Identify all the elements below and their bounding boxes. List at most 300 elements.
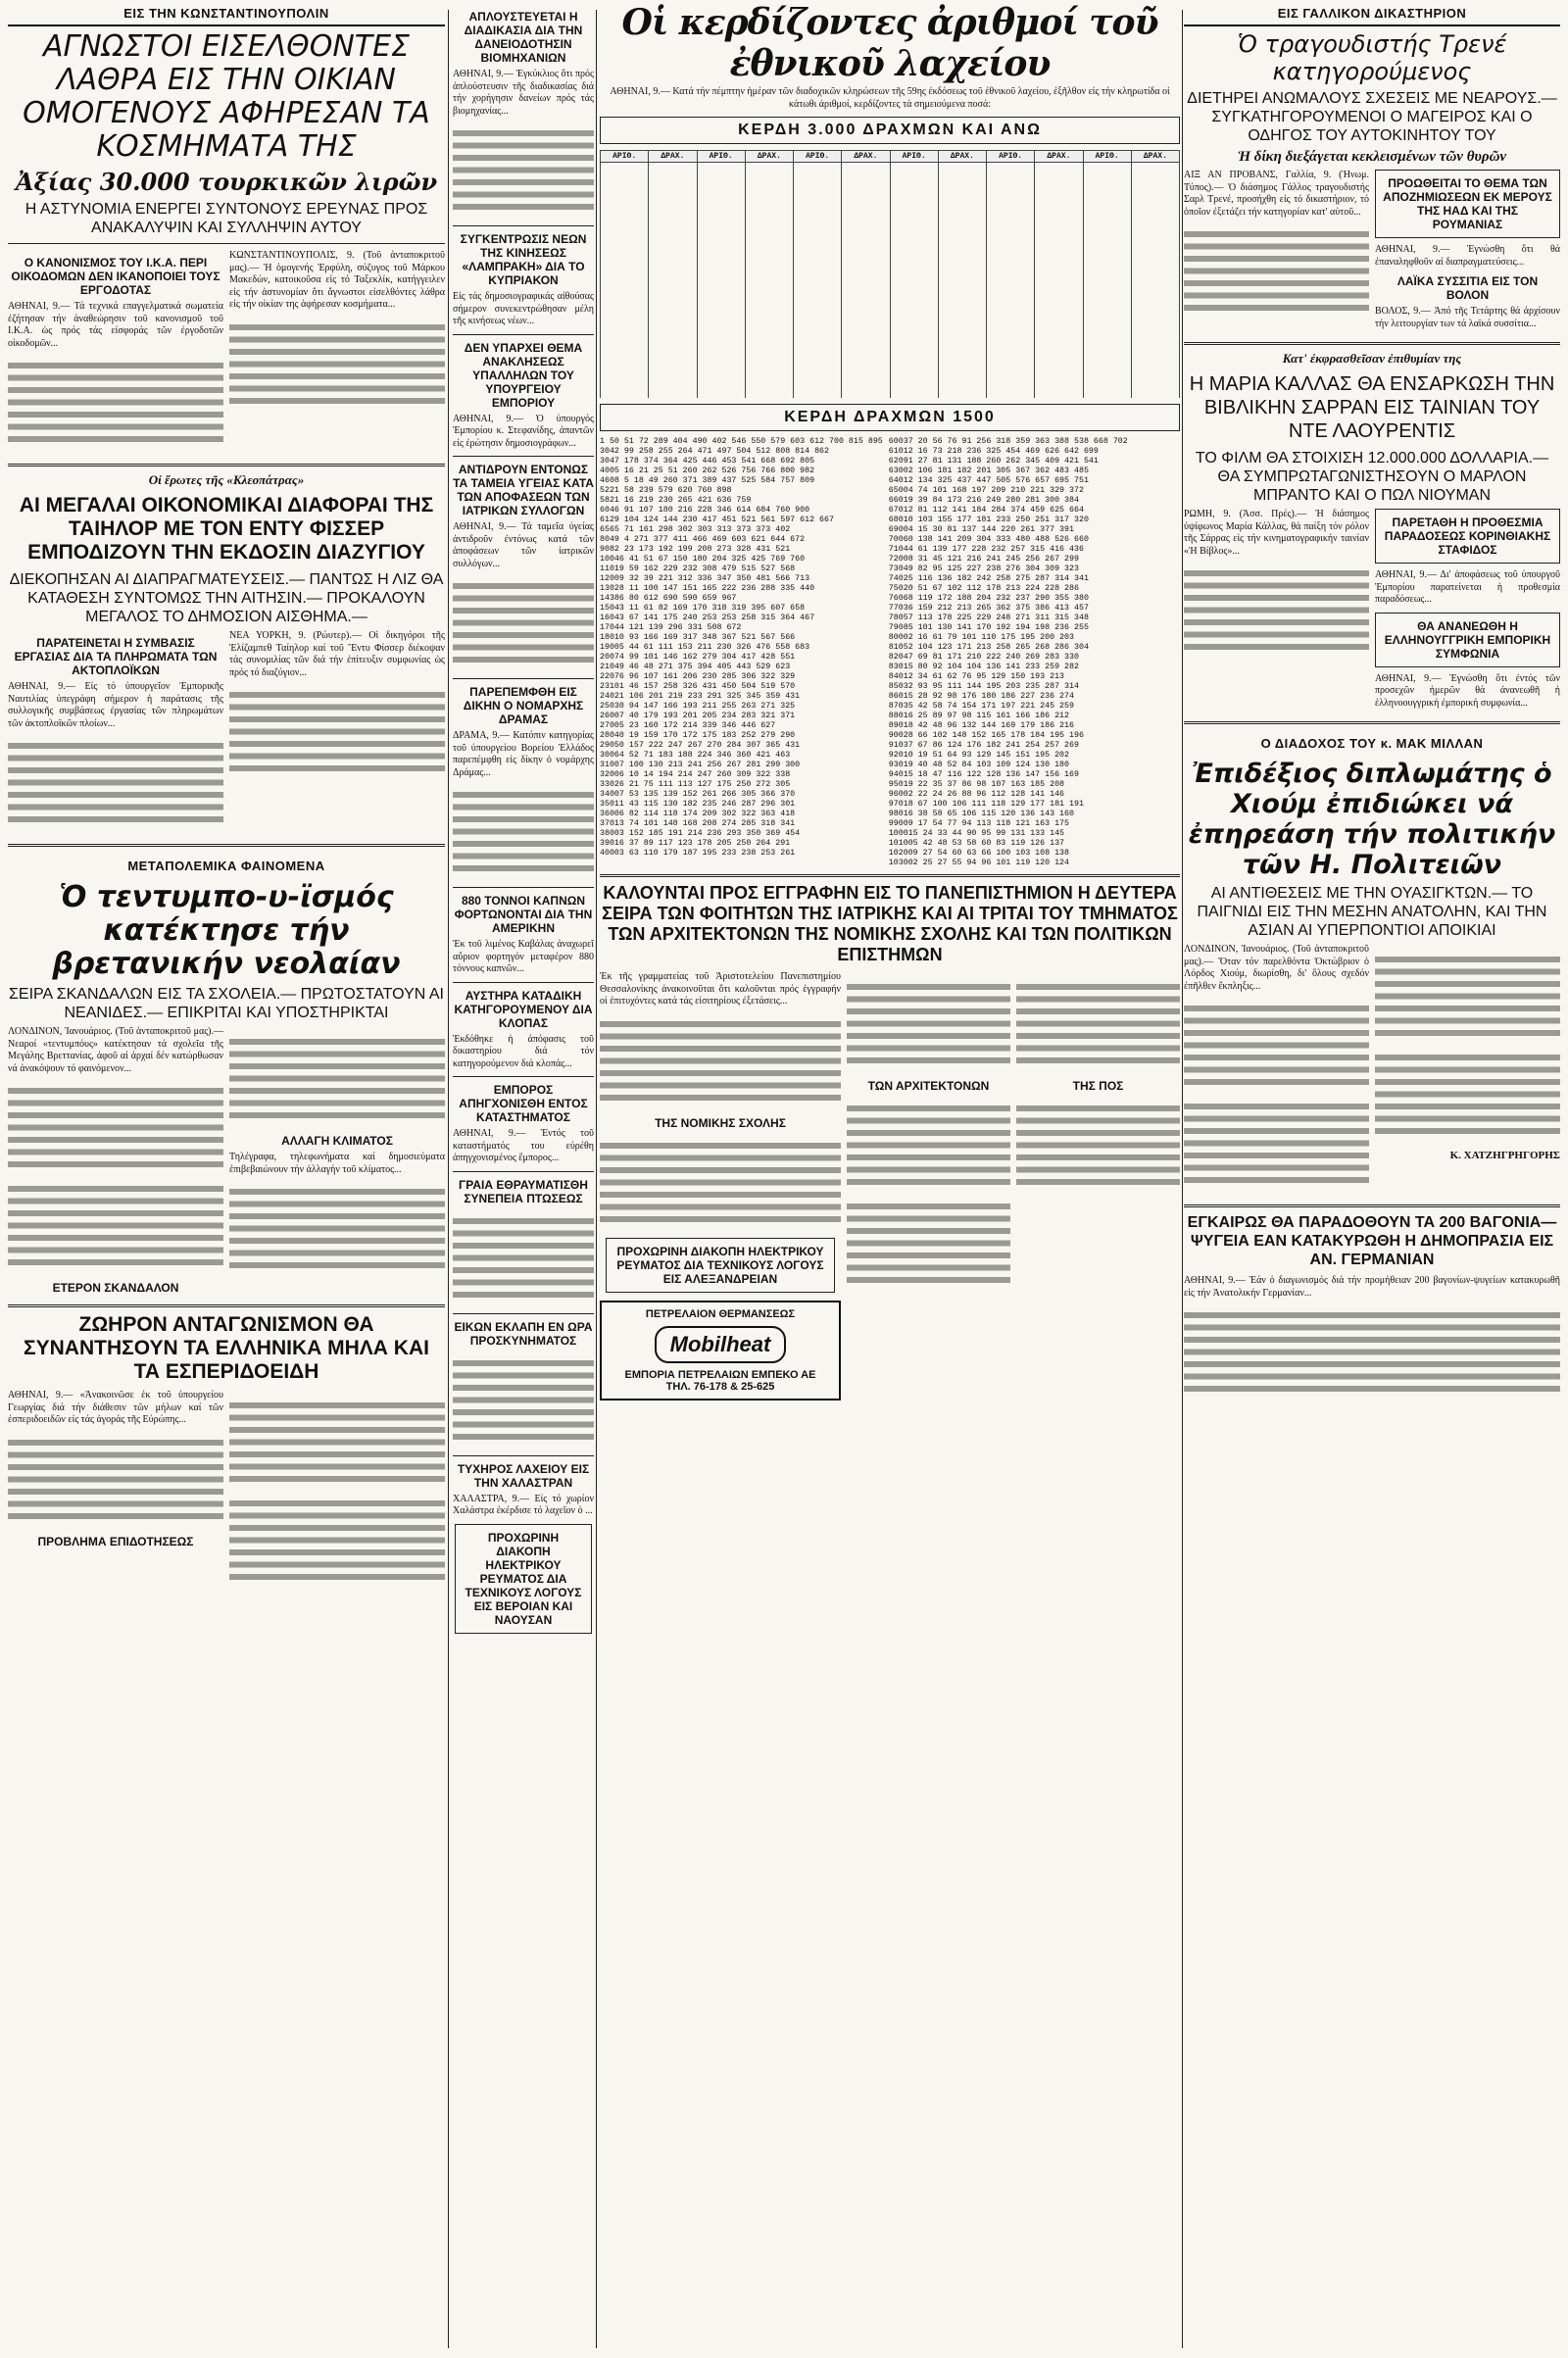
table-cell: [649, 368, 697, 378]
postwar-columns: [8, 1026, 445, 1299]
table-cell: [697, 300, 745, 310]
table-cell: [938, 368, 986, 378]
table-cell: [649, 261, 697, 270]
table-cell: [1035, 231, 1083, 241]
table-cell: [601, 310, 649, 319]
table-cell: [842, 192, 890, 202]
table-cell: [1035, 163, 1083, 173]
lottery-banner-1500: ΚΕΡΔΗ ΔΡΑΧΜΩΝ 1500: [600, 404, 1180, 431]
callas-columns: [1184, 509, 1560, 715]
table-cell: [1083, 329, 1131, 339]
table-cell: [745, 172, 793, 182]
filler-text: [229, 1036, 445, 1124]
table-cell: [745, 319, 793, 329]
table-cell: [649, 300, 697, 310]
table-cell: [938, 339, 986, 349]
table-cell: [890, 182, 938, 192]
table-row: [601, 261, 1180, 270]
table-cell: [1083, 261, 1131, 270]
filler-text: [1184, 1101, 1369, 1189]
table-cell: [987, 270, 1035, 280]
table-header: ΑΡΙΘ.: [794, 151, 842, 163]
table-cell: [1083, 280, 1131, 290]
cleopatra-subhead: ΔΙΕΚΟΠΗΣΑΝ ΑΙ ΔΙΑΠΡΑΓΜΑΤΕΥΣΕΙΣ.— ΠΑΝΤΩΣ Η ΛΙΖ ΘΑ ΚΑΤΑΘΕΣΗ ΣΥΝΤΟΜΩΣ ΤΗΝ ΑΙΤΗΣΙΝ.— ΠΡΟΚΑΛΟΥΝ ΜΕΓΑΛΟΣ ΤΟ ΔΗΜΟΣΙΟΝ ΑΙΣΘΗΜΑ.—: [9, 571, 444, 625]
table-cell: [1083, 349, 1131, 359]
table-cell: [987, 163, 1035, 173]
apples-columns: [8, 1390, 445, 1596]
table-cell: [649, 359, 697, 368]
table-cell: [842, 280, 890, 290]
table-cell: [649, 310, 697, 319]
lottery-list-b: 60037 20 56 76 91 256 318 359 363 388 538 668 702 61012 16 73 218 236 325 454 469 626 642 699 62091 27 81 131 188 260 262 345 409 421 541 63002 106 181 182 201 305 367 362 483 485 64012 134 325 437 447 505 576 657 695 751 65004 74 101 168 197 209 210 221 329 372 66019 39 84 173 216 249 280 281 300 384 67012 81 112 141 184 284 374 459 625 664 68010 103 155 177 181 233 250 251 317 320 69004 15 30 81 137 144 220 261 377 391 70060 138 141 209 304 333 480 488 526 660 71044 61 139 177 228 232 257 315 416 436 72008 31 45 121 216 241 245 256 267 299 73049 82 95 125 227 238 276 304 309 323 74025 116 136 182 242 258 275 287 314 341 75020 51 67 102 112 178 213 224 228 286 76068 119 172 188 204 232 237 290 355 380 77036 159 212 213 265 362 375 386 413 457 78057 113 178 225 229 248 271 311 315 348 79085 101 130 141 170 192 194 198 236 255 80002 16 61 79 101 110 175 195 200 203 81052 104 123 171 213 258 265 268 286 304 82047 69 81 171 210 222 240 269 283 330 83015 80 92 104 104 136 141 233 259 282 84012 34 61 62 76 95 129 150 193 213 85032 93 95 111 144 195 203 235 287 314 86015 28 92 98 176 180 186 227 236 274 87035 42 58 74 154 171 197 221 245 259 88016 25 89 97 98 115 161 166 186 212 89018 42 48 96 132 144 169 179 186 216 90028 66 102 148 152 165 178 184 195 196 91037 67 86 124 176 182 241 254 257 269 92010 19 51 64 93 129 145 151 195 202 93019 40 48 52 84 103 109 124 130 180 94015 18 47 116 122 128 136 147 156 169 95019 22 35 37 86 98 107 163 185 208 96002 22 24 26 88 96 112 128 141 146 97018 67 100 106 111 118 129 177 181 191 98016 38 58 65 106 115 120 136 143 160 99009 17 54 77 94 113 118 121 163 175 100015 24 33 44 90 95 99 131 133 145 101005 42 48 53 58 60 83 119 126 137 102009 27 54 60 63 66 100 103 108 138 103002 25 27 55 94 96 101 119 120 124: [888, 437, 1128, 867]
table-cell: [987, 329, 1035, 339]
table-cell: [938, 280, 986, 290]
table-cell: [1131, 241, 1179, 251]
trenet-columns: [1184, 170, 1560, 336]
table-cell: [938, 192, 986, 202]
table-cell: [890, 202, 938, 212]
table-cell: [1083, 221, 1131, 231]
table-cell: [842, 329, 890, 339]
lottery-lists: [600, 437, 1180, 868]
table-cell: [794, 192, 842, 202]
table-cell: [697, 339, 745, 349]
table-cell: [1035, 221, 1083, 231]
table-cell: [794, 329, 842, 339]
table-cell: [745, 310, 793, 319]
table-row: [601, 310, 1180, 319]
table-cell: [938, 319, 986, 329]
table-cell: [745, 359, 793, 368]
table-cell: [1035, 172, 1083, 182]
table-row: [601, 300, 1180, 310]
table-cell: [794, 231, 842, 241]
table-cell: [794, 221, 842, 231]
power-notice-headline: ΠΡΟΧΩΡΙΝΗ ΔΙΑΚΟΠΗ ΗΛΕΚΤΡΙΚΟΥ ΡΕΥΜΑΤΟΣ ΔΙΑ ΤΕΧΝΙΚΟΥΣ ΛΟΓΟΥΣ ΕΙΣ ΒΕΡΟΙΑΝ ΚΑΙ ΝΑΟΥΣΑΝ: [465, 1530, 582, 1627]
table-header: ΔΡΑΧ.: [1131, 151, 1179, 163]
apples-text: ΑΘΗΝΑΙ, 9.— «Ἀνακοινῶσε ἐκ τοῦ ὑπουργείου Γεωργίας διά τήν διάθεσιν τῶν μήλων καί τῶν ἐσπεριδοειδῶν εἰς τάς ἀγοράς τῆς Εὐρώπης...: [8, 1390, 223, 1425]
table-cell: [745, 388, 793, 398]
table-cell: [938, 172, 986, 182]
table-cell: [794, 270, 842, 280]
table-cell: [938, 221, 986, 231]
filler-text: [847, 981, 1010, 1069]
table-cell: [1035, 329, 1083, 339]
table-cell: [1131, 300, 1179, 310]
ad-phone: ΤΗΛ. 76-178 & 25-625: [665, 1380, 775, 1393]
table-cell: [601, 221, 649, 231]
table-cell: [601, 251, 649, 261]
power-notice-2: [606, 1238, 835, 1293]
table-cell: [794, 339, 842, 349]
table-cell: [1083, 241, 1131, 251]
filler-text: [1375, 1052, 1560, 1140]
table-cell: [697, 388, 745, 398]
lead-headline: ΑΓΝΩΣΤΟΙ ΕΙΣΕΛΘΟΝΤΕΣ ΛΑΘΡΑ ΕΙΣ ΤΗΝ ΟΙΚΙΑΝ ΟΜΟΓΕΝΟΥΣ ΑΦΗΡΕΣΑΝ ΤΑ ΚΟΣΜΗΜΑΤΑ ΤΗΣ: [23, 29, 430, 164]
table-cell: [697, 231, 745, 241]
table-cell: [938, 349, 986, 359]
cleopatra-kicker: Οἱ ἔρωτες τῆς «Κλεοπάτρας»: [148, 472, 305, 487]
table-cell: [1131, 329, 1179, 339]
table-cell: [890, 163, 938, 173]
table-cell: [842, 319, 890, 329]
table-cell: [745, 251, 793, 261]
table-cell: [1035, 300, 1083, 310]
table-cell: [1035, 202, 1083, 212]
table-cell: [987, 241, 1035, 251]
table-cell: [890, 270, 938, 280]
table-cell: [890, 280, 938, 290]
table-cell: [1035, 388, 1083, 398]
table-cell: [1035, 359, 1083, 368]
table-cell: [1035, 270, 1083, 280]
table-cell: [1131, 368, 1179, 378]
table-cell: [938, 261, 986, 270]
table-cell: [794, 349, 842, 359]
table-cell: [697, 329, 745, 339]
table-cell: [1131, 339, 1179, 349]
table-cell: [1131, 388, 1179, 398]
table-cell: [842, 359, 890, 368]
table-row: [601, 212, 1180, 221]
university-text: Ἐκ τῆς γραμματείας τοῦ Ἀριστοτελείου Πανεπιστημίου Θεσσαλονίκης ἀνακοινοῦται ὅτι καλοῦνται πρός ἐγγραφήν οἱ ἐπιτυχόντες κατά τάς εἰσιτηρίους ἐξετάσεις...: [600, 971, 841, 1007]
lead-article-text: ΚΩΝΣΤΑΝΤΙΝΟΥΠΟΛΙΣ, 9. (Τοῦ ἀνταποκριτοῦ μας).— Ἡ ὁμογενής Ἐρφύλη, σύζυγος τοῦ Μάρκου Μακεδών, κατοικοῦσα εἰς τό Ταξεκλίκ, κατήγγειλεν εἰς τήν ἀστυνομίαν ὅτι ἄγνωστοι εἰσελθόντες λάθρα εἰς τήν οἰκίαν της ἀφήρεσαν κοσμήματα...: [229, 250, 445, 310]
old-woman-headline: ΓΡΑΙΑ ΕΘΡΑΥΜΑΤΙΣΘΗ ΣΥΝΕΠΕΙΑ ΠΤΩΣΕΩΣ: [459, 1177, 588, 1205]
merchant-headline: ΕΜΠΟΡΟΣ ΑΠΗΓΧΟΝΙΣΘΗ ΕΝΤΟΣ ΚΑΤΑΣΤΗΜΑΤΟΣ: [459, 1083, 588, 1124]
table-cell: [1083, 172, 1131, 182]
table-cell: [1131, 261, 1179, 270]
filler-text: [600, 1140, 841, 1228]
table-cell: [601, 329, 649, 339]
law-headline: ΤΗΣ ΝΟΜΙΚΗΣ ΣΧΟΛΗΣ: [655, 1115, 786, 1130]
filler-text: [847, 1103, 1010, 1191]
table-cell: [987, 388, 1035, 398]
lottery-column: [600, 0, 1180, 2358]
table-row: [601, 368, 1180, 378]
table-cell: [601, 212, 649, 221]
table-row: [601, 319, 1180, 329]
table-cell: [987, 319, 1035, 329]
volos-headline: ΛΑΪΚΑ ΣΥΣΣΙΤΙΑ ΕΙΣ ΤΟΝ ΒΟΛΟΝ: [1396, 274, 1539, 302]
filler-text: [453, 1357, 594, 1446]
table-cell: [938, 231, 986, 241]
table-cell: [697, 359, 745, 368]
nato-headline: ΠΡΟΩΘΕΙΤΑΙ ΤΟ ΘΕΜΑ ΤΩΝ ΑΠΟΖΗΜΙΩΣΕΩΝ ΕΚ ΜΕΡΟΥΣ ΤΗΣ ΗΑΔ ΚΑΙ ΤΗΣ ΡΟΥΜΑΝΙΑΣ: [1383, 176, 1552, 231]
table-cell: [1083, 378, 1131, 388]
table-cell: [938, 359, 986, 368]
table-cell: [745, 368, 793, 378]
table-cell: [1083, 310, 1131, 319]
table-cell: [842, 368, 890, 378]
filler-text: [1016, 1103, 1180, 1191]
table-cell: [697, 261, 745, 270]
table-cell: [745, 290, 793, 300]
filler-text: [229, 1400, 445, 1488]
table-cell: [842, 388, 890, 398]
trenet-subhead-2: Ἡ δίκη διεξάγεται κεκλεισμένων τῶν θυρῶν: [1237, 149, 1507, 165]
table-row: [601, 221, 1180, 231]
table-row: [601, 290, 1180, 300]
table-cell: [1083, 339, 1131, 349]
table-cell: [601, 339, 649, 349]
trenet-subhead: ΔΙΕΤΗΡΕΙ ΑΝΩΜΑΛΟΥΣ ΣΧΕΣΕΙΣ ΜΕ ΝΕΑΡΟΥΣ.— ΣΥΓΚΑΤΗΓΟΡΟΥΜΕΝΟΙ Ο ΜΑΓΕΙΡΟΣ ΚΑΙ Ο ΟΔΗΓΟΣ ΤΟΥ ΑΥΤΟΚΙΝΗΤΟΥ ΤΟΥ: [1187, 90, 1557, 144]
lottery-winner-text: ΧΑΛΑΣΤΡΑ, 9.— Εἰς τό χωρίον Χαλάστρα ἐκέρδισε τό λαχεῖον ὁ ...: [453, 1493, 594, 1516]
table-row: [601, 172, 1180, 182]
staff-text: ΑΘΗΝΑΙ, 9.— Ὁ ὑπουργός Ἐμπορίου κ. Στεφανίδης, ἀπαντῶν εἰς ἐρώτησιν δημοσιογράφων...: [453, 413, 594, 449]
table-cell: [649, 388, 697, 398]
table-cell: [649, 172, 697, 182]
table-header: ΔΡΑΧ.: [649, 151, 697, 163]
nato-text: ΑΘΗΝΑΙ, 9.— Ἐγνώσθη ὅτι θά ἐπαναληφθοῦν αἱ διαπραγματεύσεις...: [1375, 244, 1560, 268]
table-header: ΔΡΑΧ.: [842, 151, 890, 163]
table-cell: [745, 300, 793, 310]
table-cell: [987, 359, 1035, 368]
cleopatra-text: ΝΕΑ ΥΟΡΚΗ, 9. (Ρώυτερ).— Οἱ δικηγόροι τῆς Ἐλίζαμπεθ Ταίηλορ καί τοῦ Ἔντυ Φίσσερ διέκοψαν τάς συνομιλίας τῶν διά τήν ἐπίτευξιν συμφωνίας ὡς πρός τό διαζύγιον...: [229, 630, 445, 678]
table-cell: [794, 202, 842, 212]
table-row: [601, 388, 1180, 398]
table-cell: [1131, 359, 1179, 368]
filler-text: [1184, 567, 1369, 656]
table-cell: [745, 280, 793, 290]
table-cell: [890, 290, 938, 300]
filler-text: [1184, 228, 1369, 317]
table-cell: [890, 319, 938, 329]
table-cell: [938, 270, 986, 280]
table-cell: [938, 182, 986, 192]
table-cell: [697, 212, 745, 221]
table-cell: [649, 212, 697, 221]
column-rule: [1182, 10, 1183, 2348]
table-row: [601, 378, 1180, 388]
apples-headline: ΖΩΗΡΟΝ ΑΝΤΑΓΩΝΙΣΜΟΝ ΘΑ ΣΥΝΑΝΤΗΣΟΥΝ ΤΑ ΕΛΛΗΝΙΚΑ ΜΗΛΑ ΚΑΙ ΤΑ ΕΣΠΕΡΙΔΟΕΙΔΗ: [24, 1313, 429, 1383]
labor-headline: ΠΑΡΑΤΕΙΝΕΤΑΙ Η ΣΥΜΒΑΣΙΣ ΕΡΓΑΣΙΑΣ ΔΙΑ ΤΑ ΠΛΗΡΩΜΑΤΑ ΤΩΝ ΑΚΤΟΠΛΟΪΚΩΝ: [14, 636, 218, 677]
table-cell: [938, 202, 986, 212]
table-cell: [1131, 192, 1179, 202]
table-cell: [890, 251, 938, 261]
table-cell: [842, 349, 890, 359]
table-cell: [649, 339, 697, 349]
drama-text: ΔΡΑΜΑ, 9.— Κατόπιν κατηγορίας τοῦ ὑπουργείου Βορείου Ἑλλάδος παρεπέμφθη εἰς δίκην ὁ νομάρχης Δράμας...: [453, 730, 594, 778]
table-row: [601, 231, 1180, 241]
table-cell: [649, 221, 697, 231]
table-cell: [1131, 280, 1179, 290]
table-cell: [842, 261, 890, 270]
table-cell: [987, 339, 1035, 349]
table-cell: [1131, 172, 1179, 182]
table-cell: [745, 378, 793, 388]
table-cell: [1035, 290, 1083, 300]
table-cell: [1035, 192, 1083, 202]
table-cell: [1083, 359, 1131, 368]
climate-headline: ΑΛΛΑΓΗ ΚΛΙΜΑΤΟΣ: [281, 1134, 393, 1148]
table-row: [601, 349, 1180, 359]
filler-text: [1184, 1003, 1369, 1091]
table-header: ΔΡΑΧ.: [1035, 151, 1083, 163]
table-row: [601, 270, 1180, 280]
agreement-box: [1375, 613, 1560, 667]
ad-top-line: ΠΕΤΡΕΛΑΙΟΝ ΘΕΡΜΑΝΣΕΩΣ: [645, 1307, 796, 1320]
table-cell: [601, 241, 649, 251]
table-cell: [938, 310, 986, 319]
architects-headline: ΤΩΝ ΑΡΧΙΤΕΚΤΟΝΩΝ: [867, 1079, 990, 1093]
table-header: ΑΡΙΘ.: [697, 151, 745, 163]
table-cell: [890, 172, 938, 182]
table-cell: [601, 378, 649, 388]
hume-kicker: Ο ΔΙΑΔΟΧΟΣ ΤΟΥ κ. ΜΑΚ ΜΙΛΛΑΝ: [1260, 736, 1484, 751]
right-column: [1184, 0, 1560, 2358]
agreement-headline: ΘΑ ΑΝΑΝΕΩΘΗ Η ΕΛΛΗΝΟΥΓΓΡΙΚΗ ΕΜΠΟΡΙΚΗ ΣΥΜΦΩΝΙΑ: [1384, 618, 1551, 661]
table-cell: [1083, 300, 1131, 310]
table-cell: [938, 163, 986, 173]
ika-text: ΑΘΗΝΑΙ, 9.— Τά τεχνικά επαγγελματικά σωματεία ἐζήτησαν τήν ἀναθεώρησιν τοῦ κανονισμοῦ τοῦ Ι.Κ.Α. ὡς πρός τάς εἰσφοράς τῶν ἐργοδοτῶν οἰκοδομῶν...: [8, 301, 223, 349]
table-cell: [794, 172, 842, 182]
filler-text: [229, 1186, 445, 1274]
farm-text: ΑΘΗΝΑΙ, 9.— Ἐγκύκλιος ὅτι πρός ἀπλούστευσιν τῆς διαδικασίας διά τήν χορήγησιν δανείων πρός τάς βιομηχανίας...: [453, 69, 594, 117]
table-cell: [649, 231, 697, 241]
table-cell: [1083, 270, 1131, 280]
table-cell: [1131, 349, 1179, 359]
table-cell: [745, 202, 793, 212]
table-cell: [842, 378, 890, 388]
table-cell: [649, 192, 697, 202]
table-row: [601, 241, 1180, 251]
table-cell: [601, 261, 649, 270]
table-cell: [794, 319, 842, 329]
tobacco-headline: 880 ΤΟΝΝΟΙ ΚΑΠΝΩΝ ΦΟΡΤΩΝΟΝΤΑΙ ΔΙΑ ΤΗΝ ΑΜΕΡΙΚΗΝ: [454, 894, 593, 935]
table-cell: [649, 251, 697, 261]
table-cell: [987, 172, 1035, 182]
table-cell: [745, 212, 793, 221]
table-cell: [987, 251, 1035, 261]
table-cell: [1083, 231, 1131, 241]
table-header: ΔΡΑΧ.: [745, 151, 793, 163]
wagons-headline: ΕΓΚΑΙΡΩΣ ΘΑ ΠΑΡΑΔΟΘΟΥΝ ΤΑ 200 ΒΑΓΟΝΙΑ—ΨΥΓΕΙΑ ΕΑΝ ΚΑΤΑΚΥΡΩΘΗ Η ΔΗΜΟΠΡΑΣΙΑ ΕΙΣ ΑΝ. ΓΕΡΜΑΝΙΑΝ: [1187, 1214, 1557, 1268]
table-cell: [697, 349, 745, 359]
table-cell: [649, 319, 697, 329]
table-cell: [842, 202, 890, 212]
raisins-headline: ΠΑΡΕΤΑΘΗ Η ΠΡΟΘΕΣΜΙΑ ΠΑΡΑΔΟΣΕΩΣ ΚΟΡΙΝΘΙΑΚΗΣ ΣΤΑΦΙΔΟΣ: [1384, 516, 1551, 557]
ad-company: ΕΜΠΟΡΙΑ ΠΕΤΡΕΛΑΙΩΝ ΕΜΠΕΚΟ ΑΕ: [624, 1368, 816, 1381]
table-header: ΑΡΙΘ.: [601, 151, 649, 163]
table-cell: [697, 241, 745, 251]
table-header: ΑΡΙΘ.: [987, 151, 1035, 163]
labor-text: ΑΘΗΝΑΙ, 9.— Εἰς τό ὑπουργεῖον Ἐμπορικῆς Ναυτιλίας ὑπεγράφη σήμερον ἡ παράτασις τῆς συλλογικῆς συμβάσεως ἐργασίας τῶν πληρωμάτων τῶν ἀκτοπλοϊκῶν πλοίων...: [8, 681, 223, 729]
table-cell: [1131, 202, 1179, 212]
table-cell: [794, 182, 842, 192]
staff-headline: ΔΕΝ ΥΠΑΡΧΕΙ ΘΕΜΑ ΑΝΑΚΛΗΣΕΩΣ ΥΠΑΛΛΗΛΩΝ ΤΟΥ ΥΠΟΥΡΓΕΙΟΥ ΕΜΠΟΡΙΟΥ: [464, 340, 583, 410]
lottery-masthead: Οἱ κερδίζοντες ἀριθμοί τοῦ ἐθνικοῦ λαχείου: [621, 2, 1158, 84]
icon-theft-headline: ΕΙΚΩΝ ΕΚΛΑΠΗ ΕΝ ΩΡΑ ΠΡΟΣΚΥΝΗΜΑΤΟΣ: [454, 1319, 593, 1348]
table-cell: [842, 231, 890, 241]
table-cell: [1083, 182, 1131, 192]
postwar-text: ΛΟΝΔΙΝΟΝ, Ἰανουάριος. (Τοῦ ἀνταποκριτοῦ μας).— Νεαροί «τεντυμπόυς» κατέκτησαν τά σχολεῖα τῆς Μεγάλης Βρεττανίας, ἀφοῦ αἱ ἀρχαί δέν κατώρθωσαν νά ἀνακόψουν τό φαινόμενον...: [8, 1026, 223, 1074]
hume-subhead: ΑΙ ΑΝΤΙΘΕΣΕΙΣ ΜΕ ΤΗΝ ΟΥΑΣΙΓΚΤΩΝ.— ΤΟ ΠΑΙΓΝΙΔΙ ΕΙΣ ΤΗΝ ΜΕΣΗΝ ΑΝΑΤΟΛΗΝ, ΚΑΙ ΤΗΝ ΑΣΙΑΝ ΑΙ ΥΠΕΡΠΟΝΤΙΟΙ ΑΠΟΙΚΙΑΙ: [1197, 885, 1547, 939]
table-cell: [745, 339, 793, 349]
table-cell: [601, 163, 649, 173]
table-cell: [601, 280, 649, 290]
lambrakis-headline: ΣΥΓΚΕΝΤΡΩΣΙΣ ΝΕΩΝ ΤΗΣ ΚΙΝΗΣΕΩΣ «ΛΑΜΠΡΑΚΗ» ΔΙΑ ΤΟ ΚΥΠΡΙΑΚΟΝ: [460, 232, 587, 287]
cleopatra-columns: [8, 630, 445, 838]
table-cell: [1035, 339, 1083, 349]
center-column: [453, 0, 594, 2358]
table-row: [601, 202, 1180, 212]
callas-text: ΡΩΜΗ, 9. (Ἀσσ. Πρές).— Ἡ διάσημος ὑψίφωνος Μαρία Κάλλας, θά παίξη τόν ρόλον τῆς Σάρρας εἰς τήν κινηματογραφικήν ταινίαν «Ἡ Βίβλος»...: [1184, 509, 1369, 557]
table-cell: [794, 251, 842, 261]
table-cell: [890, 221, 938, 231]
table-cell: [842, 251, 890, 261]
table-cell: [1131, 182, 1179, 192]
table-cell: [601, 388, 649, 398]
filler-text: [1016, 981, 1180, 1069]
table-cell: [987, 202, 1035, 212]
table-cell: [601, 368, 649, 378]
table-cell: [987, 182, 1035, 192]
health-headline: ΑΝΤΙΔΡΟΥΝ ΕΝΤΟΝΩΣ ΤΑ ΤΑΜΕΙΑ ΥΓΕΙΑΣ ΚΑΤΑ ΤΩΝ ΑΠΟΦΑΣΕΩΝ ΤΩΝ ΙΑΤΡΙΚΩΝ ΣΥΛΛΟΓΩΝ: [453, 463, 594, 517]
table-cell: [794, 212, 842, 221]
table-cell: [697, 172, 745, 182]
table-cell: [794, 388, 842, 398]
table-cell: [601, 359, 649, 368]
table-cell: [1131, 212, 1179, 221]
table-cell: [987, 192, 1035, 202]
table-row: [601, 329, 1180, 339]
table-cell: [1083, 368, 1131, 378]
table-cell: [1131, 270, 1179, 280]
table-cell: [794, 261, 842, 270]
table-cell: [697, 319, 745, 329]
table-cell: [794, 378, 842, 388]
column-rule: [448, 10, 449, 2348]
table-cell: [842, 182, 890, 192]
table-cell: [601, 231, 649, 241]
callas-kicker: Κατ' ἐκφρασθεῖσαν ἐπιθυμίαν της: [1282, 351, 1462, 366]
hume-headline: Ἐπιδέξιος διπλωμάτης ὁ Χιούμ ἐπιδιώκει νά ἐπηρεάση τήν πολιτικήν τῶν Η. Πολιτειῶν: [1188, 759, 1556, 880]
table-cell: [601, 300, 649, 310]
table-cell: [697, 270, 745, 280]
table-cell: [1083, 251, 1131, 261]
filler-text: [8, 1437, 223, 1525]
table-cell: [601, 182, 649, 192]
callas-subhead: ΤΟ ΦΙΛΜ ΘΑ ΣΤΟΙΧΙΣΗ 12.000.000 ΔΟΛΛΑΡΙΑ.— ΘΑ ΣΥΜΠΡΩΤΑΓΩΝΙΣΤΗΣΟΥΝ Ο ΜΑΡΛΟΝ ΜΠΡΑΝΤΟ ΚΑΙ Ο ΠΩΛ ΝΙΟΥΜΑΝ: [1195, 450, 1549, 504]
table-header: ΔΡΑΧ.: [938, 151, 986, 163]
table-cell: [794, 290, 842, 300]
drama-headline: ΠΑΡΕΠΕΜΦΘΗ ΕΙΣ ΔΙΚΗΝ Ο ΝΟΜΑΡΧΗΣ ΔΡΑΜΑΣ: [463, 685, 584, 726]
table-cell: [987, 378, 1035, 388]
table-cell: [601, 319, 649, 329]
table-cell: [794, 359, 842, 368]
lead-columns: [8, 250, 445, 458]
table-cell: [987, 290, 1035, 300]
table-cell: [1083, 212, 1131, 221]
table-cell: [649, 270, 697, 280]
table-cell: [697, 290, 745, 300]
table-cell: [1035, 261, 1083, 270]
table-row: [601, 192, 1180, 202]
table-cell: [601, 172, 649, 182]
table-cell: [987, 221, 1035, 231]
nato-box: [1375, 170, 1560, 238]
table-cell: [1035, 368, 1083, 378]
lottery-intro: ΑΘΗΝΑΙ, 9.— Κατά τήν πέμπτην ἡμέραν τῶν διαδοχικῶν κληρώσεων τῆς 59ης ἐκδόσεως τοῦ ἐθνικοῦ λαχείου, ἐξῆλθον εἰς τήν κληρωτίδα οἱ κάτωθι ἀριθμοί, κερδίζοντες τά σημειούμενα ποσά:: [610, 86, 1170, 110]
table-cell: [1083, 290, 1131, 300]
table-cell: [938, 388, 986, 398]
table-cell: [842, 241, 890, 251]
filler-text: [229, 1498, 445, 1586]
table-cell: [987, 231, 1035, 241]
table-cell: [987, 261, 1035, 270]
table-cell: [938, 300, 986, 310]
table-cell: [649, 202, 697, 212]
